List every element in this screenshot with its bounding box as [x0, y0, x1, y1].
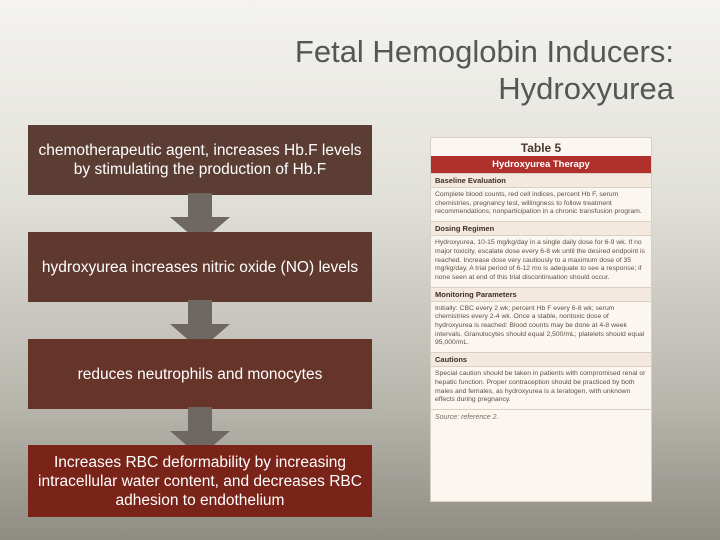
section-heading-cautions: Cautions: [431, 352, 651, 367]
table-title: Table 5: [520, 141, 562, 155]
slide-title-line1: Fetal Hemoglobin Inducers:: [294, 34, 674, 69]
flow-step-4: Increases RBC deformability by increasing intracellular water content, and decreases RBC adhesion to endothelium: [28, 445, 372, 517]
section-text-dosing: Hydroxyurea, 10-15 mg/kg/day in a single daily dose for 6-9 wk. If no major toxicity, escalate dose every 6-8 wk until the desired endpoint is reached. Increase dose very cautiously to a maximum dose of 35 mg/kg/day. A trial period of 6-12 mo is adequate to see a response; if none seen at end of this trial discontinuation should occur.: [435, 239, 645, 281]
table-source: Source: reference 2.: [431, 409, 651, 425]
section-text-cautions: Special caution should be taken in patients with compromised renal or hepatic function. Proper contraception should be practiced by both males and females, as hydroxyurea is a teratogen, with unknown effects during pregnancy.: [435, 370, 646, 404]
flow-step-2: hydroxyurea increases nitric oxide (NO) levels: [28, 232, 372, 302]
slide-title-line2: Hydroxyurea: [498, 71, 674, 106]
section-heading-monitoring: Monitoring Parameters: [431, 287, 651, 302]
section-text-monitoring: Initially: CBC every 2 wk; percent Hb F every 6-8 wk; serum chemistries every 2-4 wk. Once a stable, nontoxic dose of hydroxyurea is reached: Blood counts may be done at 4-8 week intervals. Granulocytes should equal 2,500/mL; platelets should equal 95,000/mL.: [435, 304, 645, 347]
hydroxyurea-therapy-table: [430, 137, 652, 502]
section-heading-baseline: Baseline Evaluation: [431, 173, 651, 188]
section-heading-dosing: Dosing Regimen: [431, 221, 651, 236]
flow-step-1: chemotherapeutic agent, increases Hb.F levels by stimulating the production of Hb.F: [28, 125, 372, 195]
flow-step-3: reduces neutrophils and monocytes: [28, 339, 372, 409]
process-flow: [28, 125, 372, 517]
section-text-baseline: Complete blood counts, red cell indices, percent Hb F, serum chemistries, pregnancy test, willingness to follow treatment recommendations; nonparticipation in a chronic transfusion program.: [435, 191, 642, 216]
table-subtitle: Hydroxyurea Therapy: [431, 156, 651, 173]
slide-title: [114, 33, 674, 107]
